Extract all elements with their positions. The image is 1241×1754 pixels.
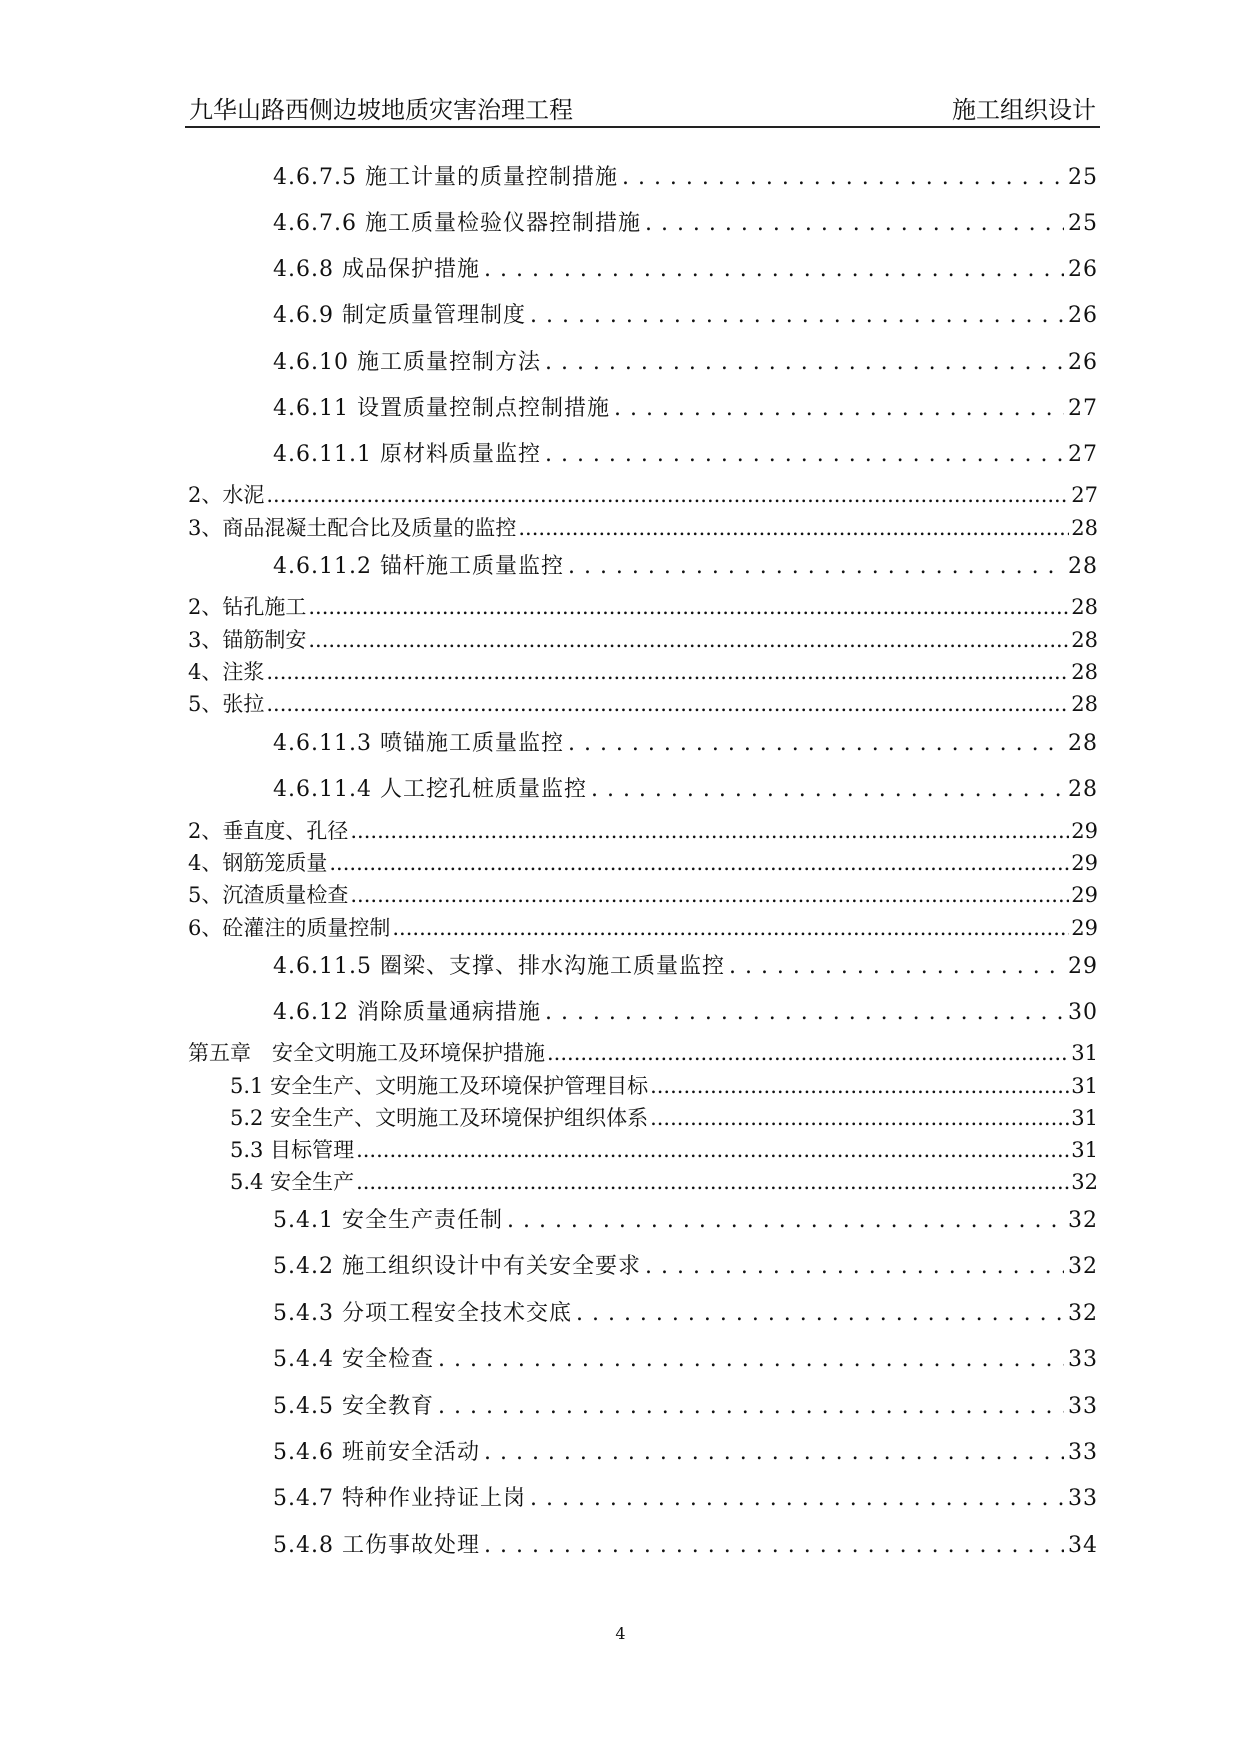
toc-entry[interactable] xyxy=(230,1134,1098,1164)
toc-entry-title: 5.4.6 班前安全活动 xyxy=(273,1440,480,1465)
toc-entry-title: 5.1 安全生产、文明施工及环境保护管理目标 xyxy=(230,1074,649,1098)
toc-entry-title: 4.6.9 制定质量管理制度 xyxy=(273,303,526,328)
toc-entry-title: 5.4.3 分项工程安全技术交底 xyxy=(273,1301,572,1326)
toc-entry[interactable] xyxy=(273,206,1098,237)
toc-entry[interactable] xyxy=(188,879,1098,909)
toc-entry[interactable] xyxy=(273,1249,1098,1280)
dot-leader xyxy=(545,1000,1064,1025)
toc-entry-title: 5、沉渣质量检查 xyxy=(188,883,349,907)
dot-leader xyxy=(392,916,1069,940)
dot-leader xyxy=(650,1074,1069,1098)
dot-leader xyxy=(591,777,1064,802)
toc-entry-title: 5.4.7 特种作业持证上岗 xyxy=(273,1486,526,1511)
toc-entry-title: 4.6.12 消除质量通病措施 xyxy=(273,1000,541,1025)
toc-entry[interactable] xyxy=(273,995,1098,1026)
dot-leader xyxy=(484,1533,1064,1558)
toc-entry-page: 26 xyxy=(1068,257,1098,282)
toc-entry-page: 26 xyxy=(1068,303,1098,328)
toc-entry[interactable] xyxy=(273,1481,1098,1512)
toc-entry[interactable] xyxy=(273,160,1098,191)
toc-entry[interactable] xyxy=(188,688,1098,718)
dot-leader xyxy=(547,1041,1069,1065)
toc-entry-page: 32 xyxy=(1068,1301,1098,1326)
toc-entry[interactable] xyxy=(273,391,1098,422)
dot-leader xyxy=(518,516,1069,540)
dot-leader xyxy=(622,165,1064,190)
dot-leader xyxy=(356,1170,1069,1194)
toc-entry[interactable] xyxy=(188,479,1098,509)
toc-entry-page: 28 xyxy=(1071,516,1098,540)
toc-entry-title: 3、商品混凝土配合比及质量的监控 xyxy=(188,516,517,540)
dot-leader xyxy=(507,1208,1064,1233)
dot-leader xyxy=(545,350,1064,375)
dot-leader xyxy=(484,257,1064,282)
toc-entry-page: 28 xyxy=(1071,628,1098,652)
toc-entry[interactable] xyxy=(273,437,1098,468)
toc-entry-page: 31 xyxy=(1071,1041,1098,1065)
toc-entry-page: 27 xyxy=(1068,442,1098,467)
toc-entry-title: 4、钢筋笼质量 xyxy=(188,851,328,875)
toc-entry-page: 31 xyxy=(1071,1106,1098,1130)
toc-entry[interactable] xyxy=(273,1528,1098,1559)
toc-entry[interactable] xyxy=(273,949,1098,980)
toc-entry[interactable] xyxy=(188,624,1098,654)
toc-entry-page: 32 xyxy=(1071,1170,1098,1194)
toc-entry-title: 5.4 安全生产 xyxy=(230,1170,355,1194)
dot-leader xyxy=(568,554,1064,579)
toc-entry-page: 32 xyxy=(1068,1208,1098,1233)
header-doc-type: 施工组织设计 xyxy=(952,96,1096,124)
toc-entry-title: 3、锚筋制安 xyxy=(188,628,307,652)
dot-leader xyxy=(729,954,1064,979)
toc-entry-page: 32 xyxy=(1068,1254,1098,1279)
dot-leader xyxy=(530,1486,1064,1511)
dot-leader xyxy=(568,731,1064,756)
dot-leader xyxy=(356,1138,1069,1162)
toc-entry[interactable] xyxy=(273,298,1098,329)
toc-entry-page: 28 xyxy=(1068,554,1098,579)
toc-entry-page: 28 xyxy=(1071,660,1098,684)
toc-entry-title: 4、注浆 xyxy=(188,660,265,684)
toc-entry-page: 29 xyxy=(1071,916,1098,940)
toc-entry-page: 31 xyxy=(1071,1138,1098,1162)
toc-entry-page: 25 xyxy=(1068,211,1098,236)
toc-entry[interactable] xyxy=(188,847,1098,877)
toc-entry-title: 4.6.11 设置质量控制点控制措施 xyxy=(273,396,610,421)
toc-entry[interactable] xyxy=(273,1203,1098,1234)
toc-entry-title: 5.4.1 安全生产责任制 xyxy=(273,1208,503,1233)
toc-entry-page: 31 xyxy=(1071,1074,1098,1098)
toc-entry-title: 5.4.4 安全检查 xyxy=(273,1347,434,1372)
toc-entry[interactable] xyxy=(188,512,1098,542)
toc-entry-title: 4.6.11.5 圈梁、支撑、排水沟施工质量监控 xyxy=(273,954,725,979)
toc-entry[interactable] xyxy=(188,912,1098,942)
toc-entry-title: 4.6.11.1 原材料质量监控 xyxy=(273,442,541,467)
dot-leader xyxy=(645,1254,1064,1279)
dot-leader xyxy=(308,595,1069,619)
toc-entry-page: 33 xyxy=(1068,1394,1098,1419)
toc-entry-title: 4.6.10 施工质量控制方法 xyxy=(273,350,541,375)
dot-leader xyxy=(308,628,1069,652)
dot-leader xyxy=(530,303,1064,328)
toc-entry[interactable] xyxy=(230,1102,1098,1132)
toc-entry-page: 27 xyxy=(1071,483,1098,507)
toc-entry[interactable] xyxy=(273,726,1098,757)
toc-entry[interactable] xyxy=(273,1296,1098,1327)
dot-leader xyxy=(266,692,1069,716)
dot-leader xyxy=(266,483,1069,507)
toc-entry[interactable] xyxy=(230,1166,1098,1196)
toc-entry-page: 27 xyxy=(1068,396,1098,421)
toc-entry-title: 第五章 安全文明施工及环境保护措施 xyxy=(188,1041,545,1065)
toc-entry-page: 28 xyxy=(1068,731,1098,756)
toc-entry-title: 2、钻孔施工 xyxy=(188,595,307,619)
page-number: 4 xyxy=(615,1624,626,1643)
toc-entry-page: 30 xyxy=(1068,1000,1098,1025)
toc-entry-title: 4.6.7.6 施工质量检验仪器控制措施 xyxy=(273,211,641,236)
dot-leader xyxy=(438,1347,1064,1372)
toc-entry-title: 6、砼灌注的质量控制 xyxy=(188,916,391,940)
toc-entry-page: 28 xyxy=(1071,692,1098,716)
toc-entry-page: 29 xyxy=(1071,819,1098,843)
header-project-title: 九华山路西侧边坡地质灾害治理工程 xyxy=(189,96,573,124)
toc-entry[interactable] xyxy=(188,1037,1098,1067)
dot-leader xyxy=(329,851,1069,875)
toc-entry-title: 5.3 目标管理 xyxy=(230,1138,355,1162)
toc-entry-title: 5.4.8 工伤事故处理 xyxy=(273,1533,480,1558)
toc-entry-title: 4.6.7.5 施工计量的质量控制措施 xyxy=(273,165,618,190)
toc-entry-page: 28 xyxy=(1071,595,1098,619)
toc-entry-title: 2、垂直度、孔径 xyxy=(188,819,349,843)
toc-entry[interactable] xyxy=(273,772,1098,803)
toc-entry[interactable] xyxy=(188,656,1098,686)
toc-entry-page: 26 xyxy=(1068,350,1098,375)
toc-entry[interactable] xyxy=(273,252,1098,283)
dot-leader xyxy=(484,1440,1064,1465)
page-header xyxy=(185,86,1100,128)
dot-leader xyxy=(545,442,1064,467)
toc-entry[interactable] xyxy=(273,1389,1098,1420)
toc-entry-page: 28 xyxy=(1068,777,1098,802)
toc-entry-page: 33 xyxy=(1068,1440,1098,1465)
toc-entry-page: 29 xyxy=(1071,851,1098,875)
dot-leader xyxy=(645,211,1064,236)
toc-entry[interactable] xyxy=(188,815,1098,845)
toc-entry-title: 4.6.11.4 人工挖孔桩质量监控 xyxy=(273,777,587,802)
dot-leader xyxy=(576,1301,1064,1326)
dot-leader xyxy=(350,883,1069,907)
toc-entry-page: 34 xyxy=(1068,1533,1098,1558)
toc-entry[interactable] xyxy=(273,345,1098,376)
toc-entry[interactable] xyxy=(273,1435,1098,1466)
dot-leader xyxy=(650,1106,1069,1130)
toc-entry[interactable] xyxy=(188,591,1098,621)
toc-entry[interactable] xyxy=(273,549,1098,580)
toc-entry-title: 4.6.8 成品保护措施 xyxy=(273,257,480,282)
toc-entry-page: 29 xyxy=(1071,883,1098,907)
dot-leader xyxy=(350,819,1069,843)
toc-entry-title: 5.4.2 施工组织设计中有关安全要求 xyxy=(273,1254,641,1279)
toc-entry[interactable] xyxy=(230,1070,1098,1100)
dot-leader xyxy=(614,396,1064,421)
dot-leader xyxy=(266,660,1069,684)
toc-entry-title: 4.6.11.2 锚杆施工质量监控 xyxy=(273,554,564,579)
toc-entry-page: 33 xyxy=(1068,1486,1098,1511)
toc-entry-page: 29 xyxy=(1068,954,1098,979)
dot-leader xyxy=(438,1394,1064,1419)
toc-entry-title: 2、水泥 xyxy=(188,483,265,507)
toc-entry[interactable] xyxy=(273,1342,1098,1373)
toc-entry-title: 5.2 安全生产、文明施工及环境保护组织体系 xyxy=(230,1106,649,1130)
toc-entry-title: 5.4.5 安全教育 xyxy=(273,1394,434,1419)
toc-entry-title: 4.6.11.3 喷锚施工质量监控 xyxy=(273,731,564,756)
toc-entry-page: 25 xyxy=(1068,165,1098,190)
toc-entry-title: 5、张拉 xyxy=(188,692,265,716)
toc-entry-page: 33 xyxy=(1068,1347,1098,1372)
